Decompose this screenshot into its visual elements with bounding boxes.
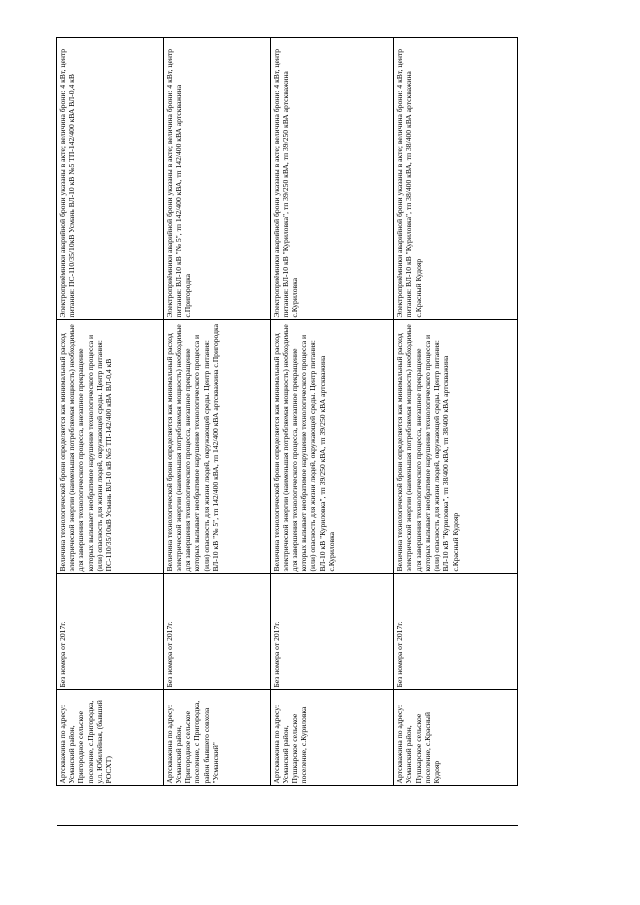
emergency-reserve-cell	[270, 38, 394, 320]
tech-reserve-text: Величина технологической брони определяется как минимальный расход электрической энергии (наименьшая потребляемая мощность) необходимые для завершения технологического процесса, внезапное прекращение которых вызывает необратимое нарушение технологического процесса и (или) опасность для жизни людей, окружающей среды. Центр питания: ВЛ-10 кВ "Куриловка", тп 39/250 кВА, тп 39/250 кВА артскважина с.Куриловка	[271, 324, 336, 572]
blank-cell	[270, 826, 394, 888]
emergency-reserve-text: Электроприёмники аварийной брони указаны в акте; величина брони: 4 кВт, центр питания: ВЛ-10 кВ "Куриловка", тп 38/400 кВА, тп 38/400 кВА артскважина с.Красный Кудояр	[395, 48, 423, 318]
tech-reserve-cell	[57, 320, 164, 574]
tech-reserve-text: Величина технологической брони определяется как минимальный расход электрической энергии (наименьшая потребляемая мощность) необходимые для завершения технологического процесса, внезапное прекращение которых вызывает необратимое нарушение технологического процесса и (или) опасность для жизни людей, окружающей среды. Центр питания: ВЛ-10 кВ "№ 5", тп 142/400 кВА, тп 142/400 кВА артскважина с.Пригородка	[164, 324, 220, 572]
tech-reserve-cell	[394, 320, 518, 574]
blank-cell	[163, 826, 270, 888]
facility-cell	[163, 690, 270, 786]
table-row	[270, 38, 394, 888]
emergency-reserve-text: Электроприёмники аварийной брони указаны в акте; величина брони: 4 кВт, центр питания: ПС-110/35/10кВ Усмань ВЛ-10 кВ №5 ТП-142/400 кВА ВЛ-0,4 кВ	[58, 48, 77, 318]
act-number-cell	[57, 574, 164, 690]
facility-cell	[270, 690, 394, 786]
tech-reserve-cell	[270, 320, 394, 574]
act-number-cell	[270, 574, 394, 690]
blank-cell	[57, 826, 164, 888]
blank-cell	[57, 786, 164, 826]
facility-text: Артскважина по адресу: Усманский район, Пушкарское сельское поселение, с.Красный Кудояр	[395, 704, 442, 784]
act-number-cell	[163, 574, 270, 690]
tech-reserve-cell	[163, 320, 270, 574]
act-number-text: Без номера от 2017г.	[164, 621, 174, 688]
blank-cell	[270, 786, 394, 826]
emergency-reserve-cell	[163, 38, 270, 320]
act-number-text: Без номера от 2017г.	[395, 621, 405, 688]
table-row	[163, 38, 270, 888]
rotated-table-page	[56, 38, 518, 888]
table-row	[394, 38, 518, 888]
tech-reserve-text: Величина технологической брони определяется как минимальный расход электрической энергии (наименьшая потребляемая мощность) необходимые для завершения технологического процесса, внезапное прекращение которых вызывает необратимое нарушение технологического процесса и (или) опасность для жизни людей, окружающей среды. Центр питания: ПС-110/35/10кВ Усмань ВЛ-10 кВ №5 ТП-142/400 кВА ВЛ-0,4 кВ	[58, 324, 114, 572]
blank-cell	[163, 786, 270, 826]
facility-text: Артскважина по адресу: Усманский район, Пригородное сельское поселение, с.Пригородка, у.л. Юбилейная, (бывший РОСХТ)	[58, 700, 114, 784]
blank-cell	[394, 786, 518, 826]
table-row	[57, 38, 164, 888]
facility-cell	[57, 690, 164, 786]
act-number-cell	[394, 574, 518, 690]
facility-text: Артскважина по адресу: Усманский район, Пушкарское сельское поселение, с.Куриловка	[271, 704, 309, 784]
emergency-reserve-text: Электроприёмники аварийной брони указаны в акте; величина брони: 4 кВт, центр питания: ВЛ-10 кВ "Куриловка", тп 39/250 кВА, тп 39/250 кВА артскважина с.Куриловка	[271, 48, 299, 318]
reserve-table	[56, 38, 518, 889]
tech-reserve-text: Величина технологической брони определяется как минимальный расход электрической энергии (наименьшая потребляемая мощность) необходимые для завершения технологического процесса, внезапное прекращение которых вызывает необратимое нарушение технологического процесса и (или) опасность для жизни людей, окружающей среды. Центр питания: ВЛ-10 кВ "Куриловка", тп 38/400 кВА, тп 38/400 кВА артскважина с.Красный Кудояр	[395, 324, 460, 572]
emergency-reserve-text: Электроприёмники аварийной брони указаны в акте; величина брони: 4 кВт, центр питания: ВЛ-10 кВ "№ 5", тп 142/400 кВА, тп 142/400 кВА артскважина с.Пригородка	[164, 48, 193, 318]
blank-cell	[394, 826, 518, 888]
emergency-reserve-cell	[394, 38, 518, 320]
facility-cell	[394, 690, 518, 786]
act-number-text: Без номера от 2017г.	[271, 621, 281, 688]
emergency-reserve-cell	[57, 38, 164, 320]
facility-text: Артскважина по адресу: Усманский район, Пригородное сельское поселение, с Пригородка, район бывшего совхоза "Усманский"	[164, 700, 220, 784]
act-number-text: Без номера от 2017г.	[58, 621, 67, 688]
